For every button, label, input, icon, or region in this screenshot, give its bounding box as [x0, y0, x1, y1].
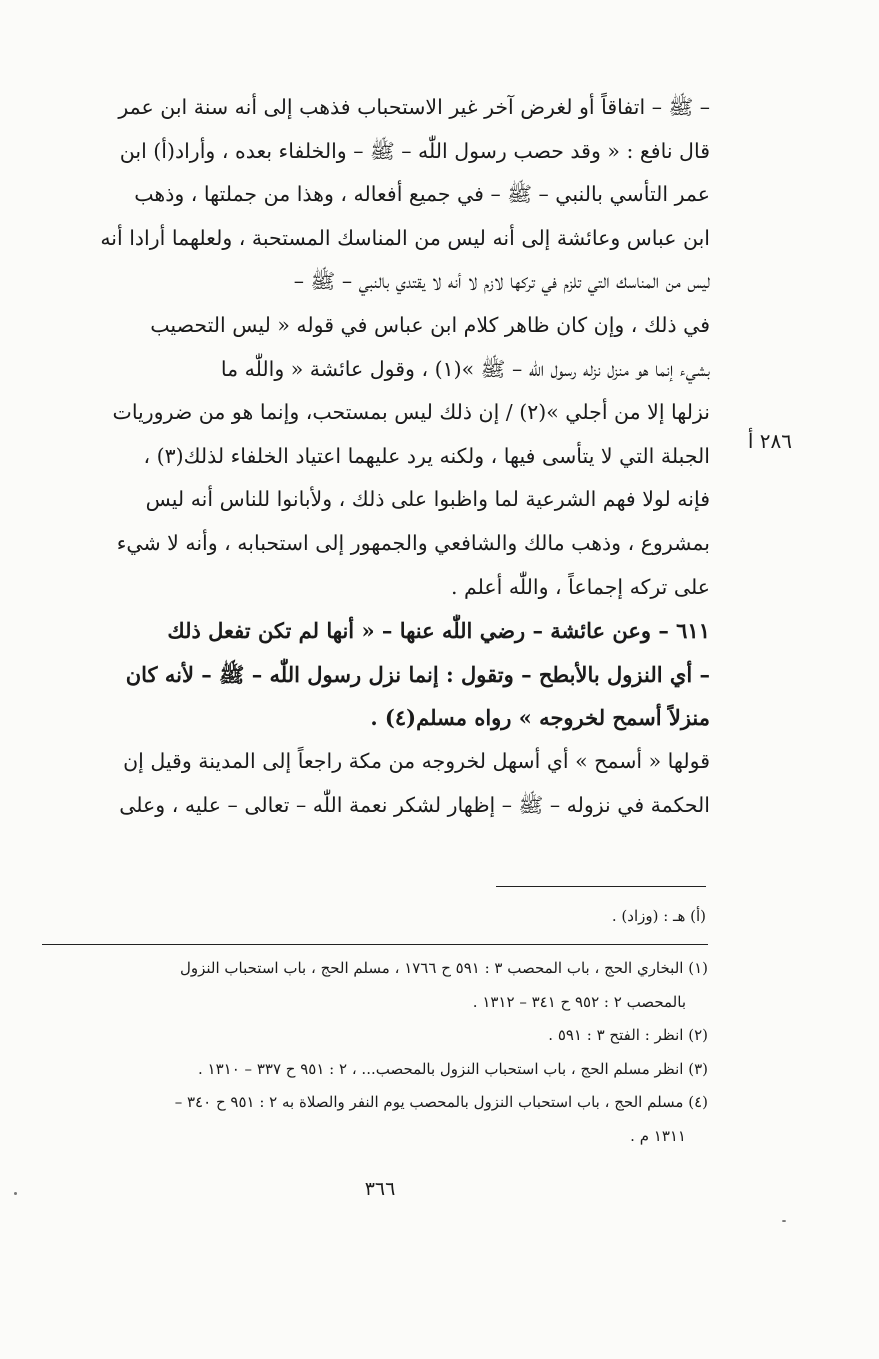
body-line: فإنه لولا فهم الشرعية لما واظبوا على ذلك ، ولأبانوا للناس أنه ليس — [145, 487, 710, 512]
variant-note: (أ) هـ : (وزاد) . — [611, 907, 706, 925]
footnote-line: (٣) انظر مسلم الحج ، باب استحباب النزول بالمحصب... ، ٢ : ٩٥١ ح ٣٣٧ – ١٣١٠ . — [198, 1059, 708, 1078]
body-line: ابن عباس وعائشة إلى أنه ليس من المناسك المستحبة ، ولعلهما أرادا أنه — [100, 225, 710, 250]
footnote-line: ١٣١١ م . — [630, 1126, 686, 1145]
body-line: – ﷺ – اتفاقاً أو لغرض آخر غير الاستحباب فذهب إلى أنه سنة ابن عمر — [118, 95, 710, 119]
footnote-line: (٢) انظر : الفتح ٣ : ٥٩١ . — [548, 1026, 708, 1044]
variant-separator — [496, 886, 706, 887]
body-line: الجبلة التي لا يتأسى فيها ، ولكنه يرد عليهما اعتياد الخلفاء لذلك(٣) ، — [143, 443, 710, 468]
scan-speck — [14, 1192, 17, 1195]
page-number: ٣٦٦ — [364, 1178, 396, 1200]
body-line: على تركه إجماعاً ، واللّٰه أعلم . — [450, 574, 710, 599]
hadith-line: – أي النزول بالأبطح – وتقول : إنما نزل رسول اللّٰه – ﷺ – لأنه كان — [125, 661, 710, 687]
commentary-line: قولها « أسمح » أي أسهل لخروجه من مكة راجعاً إلى المدينة وقيل إن — [123, 748, 710, 773]
footnote-line: بالمحصب ٢ : ٩٥٢ ح ٣٤١ – ١٣١٢ . — [472, 992, 686, 1011]
manuscript-folio-marker: ٢٨٦ أ — [747, 429, 792, 453]
body-line: بشيء إنما هو منزل نزله رسول اللّٰه – ﷺ »(١) ، وقول عائشة « واللّٰه ما — [220, 356, 710, 381]
body-line: في ذلك ، وإن كان ظاهر كلام ابن عباس في قوله « ليس التحصيب — [150, 312, 710, 337]
hadith-line: منزلاً أسمح لخروجه » رواه مسلم(٤) . — [370, 705, 710, 731]
footnote-separator — [42, 944, 708, 945]
body-line: ليس من المناسك التي تلزم في تركها لازم لا أنه لا يقتدي بالنبي – ﷺ – — [293, 269, 710, 294]
body-line: بمشروع ، وذهب مالك والشافعي والجمهور إلى استحبابه ، وأنه لا شيء — [116, 530, 710, 555]
main-text — [42, 86, 710, 827]
hadith-line: ٦١١ – وعن عائشة – رضي اللّٰه عنها – « أنها لم تكن تفعل ذلك — [167, 618, 710, 644]
body-line: نزلها إلا من أجلي »(٢) / إن ذلك ليس بمستحب، وإنما هو من ضروريات — [112, 400, 710, 425]
body-line: عمر التأسي بالنبي – ﷺ – في جميع أفعاله ، وهذا من جملتها ، وذهب — [134, 182, 710, 207]
commentary-line: الحكمة في نزوله – ﷺ – إظهار لشكر نعمة اللّٰه – تعالى – عليه ، وعلى — [119, 792, 710, 817]
footnotes — [42, 952, 708, 1153]
footnote-line: (٤) مسلم الحج ، باب استحباب النزول بالمحصب يوم النفر والصلاة به ٢ : ٩٥١ ح ٣٤٠ – — [174, 1093, 708, 1111]
scan-speck — [782, 1220, 786, 1222]
body-line: قال نافع : « وقد حصب رسول اللّٰه – ﷺ – والخلفاء بعده ، وأراد(أ) ابن — [119, 138, 710, 163]
footnote-line: (١) البخاري الحج ، باب المحصب ٣ : ٥٩١ ح ١٧٦٦ ، مسلم الحج ، باب استحباب النزول — [179, 959, 708, 977]
